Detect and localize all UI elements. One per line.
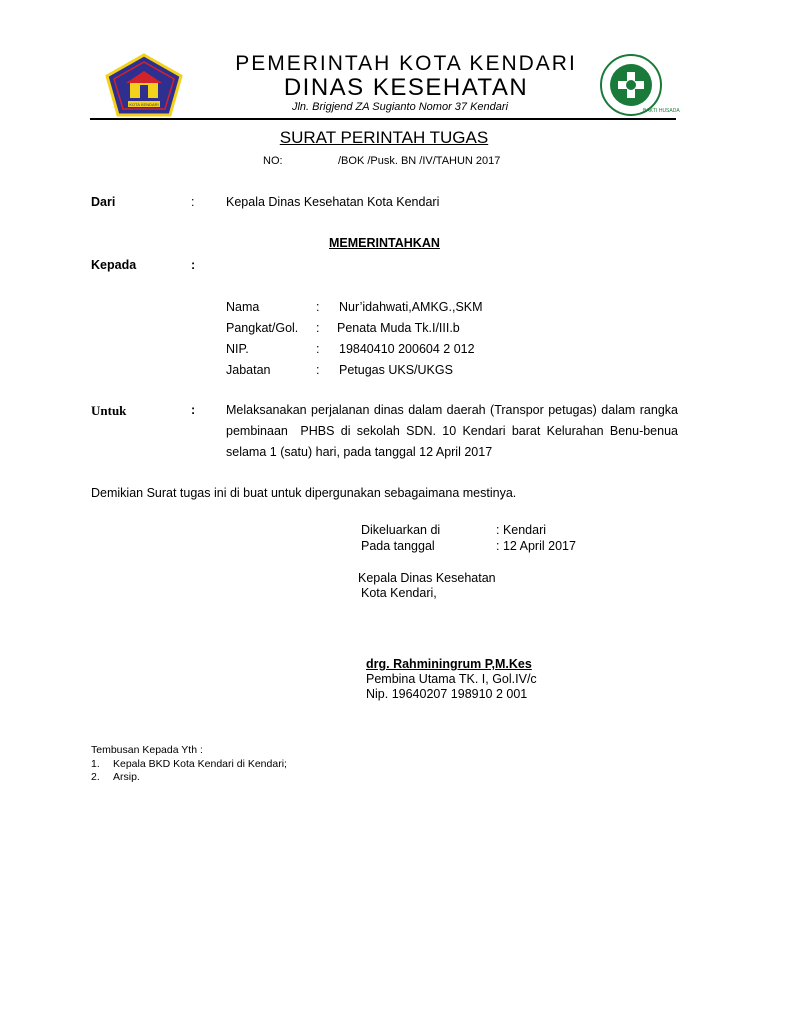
header-address: Jln. Brigjend ZA Sugianto Nomor 37 Kendari: [291, 101, 509, 113]
to-colon: :: [191, 258, 196, 272]
nip-label: NIP.: [226, 342, 249, 356]
cc-heading: Tembusan Kepada Yth :: [91, 744, 203, 756]
cc-item-number: 2.: [91, 771, 100, 783]
name-value: Nur’idahwati,AMKG.,SKM: [339, 300, 483, 314]
name-colon: :: [316, 300, 320, 314]
rank-value: Penata Muda Tk.I/III.b: [337, 321, 460, 335]
order-heading: MEMERINTAHKAN: [329, 236, 440, 250]
position-colon: :: [316, 363, 320, 377]
header-government: PEMERINTAH KOTA KENDARI: [235, 52, 577, 75]
rank-label: Pangkat/Gol.: [226, 321, 299, 335]
cc-item-text: Kepala BKD Kota Kendari di Kendari;: [113, 758, 287, 770]
signatory-nip: Nip. 19640207 198910 2 001: [366, 687, 528, 701]
from-label: Dari: [91, 195, 116, 209]
svg-text:BAKTI HUSADA: BAKTI HUSADA: [643, 108, 680, 114]
purpose-line-1: Melaksanakan perjalanan dinas dalam daerah (Transpor petugas) dalam rangka: [226, 403, 678, 417]
issued-date-label: Pada tanggal: [361, 539, 435, 553]
svg-text:KOTA KENDARI: KOTA KENDARI: [129, 102, 159, 107]
nip-value: 19840410 200604 2 012: [339, 342, 475, 356]
number-value: /BOK /Pusk. BN /IV/TAHUN 2017: [338, 155, 501, 167]
cc-item-number: 1.: [91, 758, 100, 770]
rank-colon: :: [316, 321, 320, 335]
to-label: Kepada: [91, 258, 137, 272]
purpose-line-2: pembinaan PHBS di sekolah SDN. 10 Kendari barat Kelurahan Benu-benua: [226, 424, 678, 438]
purpose-colon: :: [191, 403, 196, 417]
from-value: Kepala Dinas Kesehatan Kota Kendari: [226, 195, 440, 209]
cc-item-text: Arsip.: [113, 771, 140, 783]
name-label: Nama: [226, 300, 260, 314]
signatory-title: Kepala Dinas Kesehatan: [358, 571, 496, 585]
position-label: Jabatan: [226, 363, 271, 377]
issued-place-label: Dikeluarkan di: [361, 523, 441, 537]
purpose-label: Untuk: [91, 403, 127, 418]
closing-statement: Demikian Surat tugas ini di buat untuk dipergunakan sebagaimana mestinya.: [91, 486, 517, 500]
header-rule: [90, 118, 676, 120]
issued-date-value: : 12 April 2017: [496, 539, 576, 553]
from-colon: :: [191, 195, 195, 209]
signatory-name: drg. Rahminingrum P,M.Kes: [366, 657, 532, 671]
issued-place-value: : Kendari: [496, 523, 547, 537]
signatory-city: Kota Kendari,: [361, 586, 437, 600]
header-agency: DINAS KESEHATAN: [283, 74, 529, 101]
signatory-rank: Pembina Utama TK. I, Gol.IV/c: [366, 672, 537, 686]
position-value: Petugas UKS/UKGS: [339, 363, 453, 377]
number-label: NO:: [263, 155, 283, 167]
document-title: SURAT PERINTAH TUGAS: [279, 128, 489, 147]
nip-colon: :: [316, 342, 320, 356]
purpose-line-3: selama 1 (satu) hari, pada tanggal 12 April 2017: [226, 445, 493, 459]
